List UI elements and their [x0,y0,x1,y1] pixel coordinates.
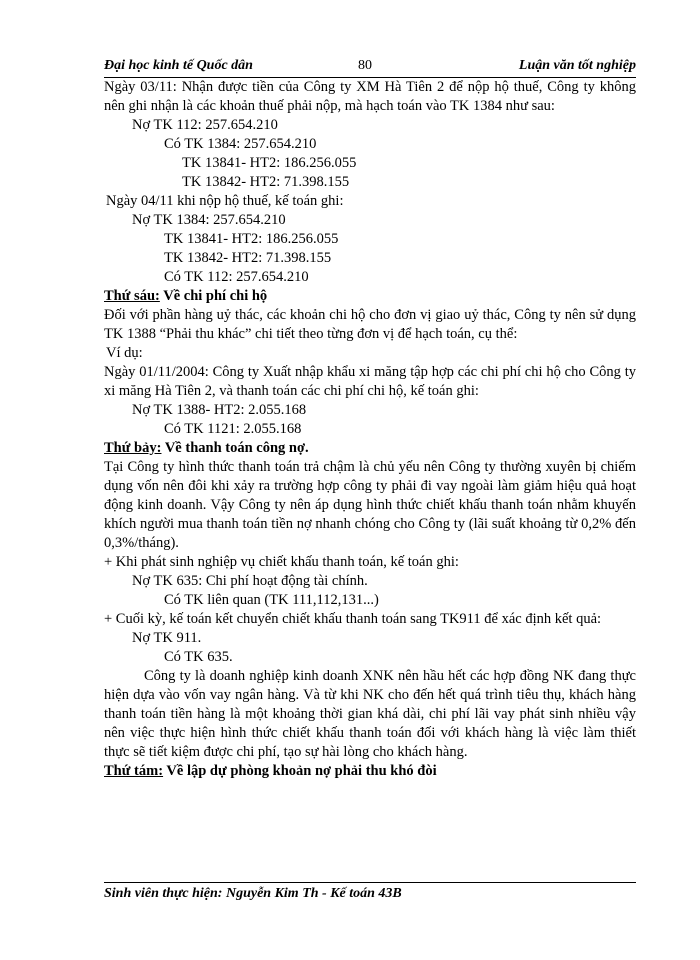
entry-line: Có TK 1121: 2.055.168 [164,421,302,437]
entry-line: Có TK 112: 257.654.210 [164,269,309,285]
entry-line: Nợ TK 1384: 257.654.210 [132,212,286,228]
entry-line: Nợ TK 1388- HT2: 2.055.168 [132,402,307,418]
paragraph: Ví dụ: [106,345,143,361]
entry-line: TK 13841- HT2: 186.256.055 [164,231,339,247]
header-university: Đại học kinh tế Quốc dân [104,58,253,73]
page-number: 80 [358,58,372,73]
page-header [104,56,636,76]
paragraph: Ngày 01/11/2004: Công ty Xuất nhập khẩu xi măng tập hợp các chi phí chi hộ cho Công ty xi măng Hà Tiên 2, và thanh toán các chi phí chi hộ, kế toán ghi: [104,364,636,399]
entry-line: Nợ TK 635: Chi phí hoạt động tài chính. [132,573,368,589]
heading-label: Thứ sáu: [104,288,160,304]
heading-label: Thứ bảy: [104,440,162,456]
entry-line: Có TK 1384: 257.654.210 [164,136,317,152]
paragraph: Ngày 03/11: Nhận được tiền của Công ty XM Hà Tiên 2 để nộp hộ thuế, Công ty không nên ghi nhận là các khoản thuế phải nộp, mà hạch toán vào TK 1384 như sau: [104,79,636,114]
paragraph: Công ty là doanh nghiệp kinh doanh XNK nên hầu hết các hợp đồng NK đang thực hiện dựa vào vốn vay ngân hàng. Và từ khi NK cho đến hết quá trình tiêu thụ, khách hàng thanh toán tiền hàng là một khoảng thời gian khá dài, chi phí lãi vay phát sinh nhiều vậy nên việc thực hiện hình thức chiết khấu thanh toán đối với khách hàng là việc làm thiết thực sẽ tiết kiệm được chi phí, tạo sự hài lòng cho khách hàng. [104,668,636,760]
page-footer: Sinh viên thực hiện: Nguyễn Kim Th - Kế toán 43B [104,886,402,901]
heading-text: Về chi phí chi hộ [159,288,268,304]
entry-line: TK 13841- HT2: 186.256.055 [182,155,357,171]
entry-line: Nợ TK 112: 257.654.210 [132,117,278,133]
entry-line: TK 13842- HT2: 71.398.155 [182,174,350,190]
entry-line: TK 13842- HT2: 71.398.155 [164,250,332,266]
paragraph: + Khi phát sinh nghiệp vụ chiết khấu thanh toán, kế toán ghi: [104,554,459,570]
heading-text: Về lập dự phòng khoản nợ phải thu khó đòi [163,763,437,779]
paragraph: Đối với phần hàng uỷ thác, các khoản chi hộ cho đơn vị giao uỷ thác, Công ty nên sử dụng TK 1388 “Phải thu khác” chi tiết theo từng đơn vị để hạch toán, cụ thể: [104,307,636,342]
header-thesis: Luận văn tốt nghiệp [518,58,636,73]
paragraph: Tại Công ty hình thức thanh toán trả chậm là chủ yếu nên Công ty thường xuyên bị chiếm dụng vốn nên đôi khi xảy ra trường hợp công ty phải đi vay ngoài làm giảm hiệu quả hoạt động kinh doanh. Vậy Công ty nên áp dụng hình thức chiết khấu thanh toán nhằm khuyến khích người mua thanh toán tiền nợ nhanh chóng cho Công ty (lãi suất khoảng từ 0,2% đến 0,3%/tháng). [104,459,636,551]
entry-line: Có TK 635. [164,649,233,665]
heading-text: Về thanh toán công nợ. [161,440,309,456]
entry-line: Nợ TK 911. [132,630,202,646]
section-heading [104,287,636,306]
paragraph: + Cuối kỳ, kế toán kết chuyển chiết khấu thanh toán sang TK911 để xác định kết quả: [104,611,602,627]
heading-label: Thứ tám: [104,763,164,779]
paragraph: Ngày 04/11 khi nộp hộ thuế, kế toán ghi: [106,193,344,209]
document-body [104,78,636,781]
section-heading [104,762,636,781]
entry-line: Có TK liên quan (TK 111,112,131...) [164,592,379,608]
footer-rule [104,882,636,883]
section-heading [104,439,636,458]
